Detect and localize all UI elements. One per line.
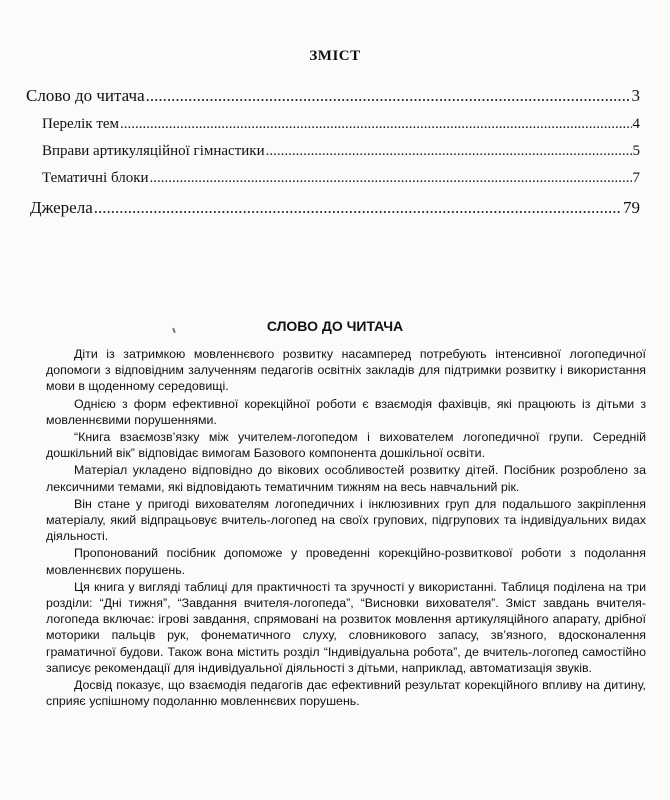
paragraph: Ця книга у вигляді таблиці для практичності та зручності у використанні. Таблиця поділена на три розділи: “Дні тижня”, “Завдання вчителя-логопеда”, “Висновки вихователя”. Зміст завдань вчителя-логопеда включає: ігрові завдання, спрямовані на розвиток мовлення артикуляційного апарату, дрібної моторики пальців рук, фонематичного слуху, словникового запасу, зв’язного, вдосконалення граматичної будови. Також вона містить розділ “Індивідуальна робота”, де вчитель-логопед самостійно записує рекомендації для індивідуальної діяльності з дітьми, наприклад, автоматизація звуків. <box>46 579 646 675</box>
toc-entry-label: Перелік тем <box>42 116 120 132</box>
toc-entry-page: 7 <box>632 170 640 186</box>
toc-entry-label: Вправи артикуляційної гімнастики <box>42 143 265 159</box>
paragraph: Він стане у пригоді вихователям логопедичних і інклюзивних груп для подальшого закріплення матеріалу, який відпрацьовує вчитель-логопед на своїх групових, підгрупових та індивідуальних видах діяльності. <box>46 496 646 544</box>
toc-entry-label: Джерела <box>30 198 93 217</box>
intro-body <box>46 346 646 710</box>
paragraph: Однією з форм ефективної корекційної роботи є взаємодія фахівців, які працюють із дітьми з мовленнєвими порушеннями. <box>46 396 646 427</box>
toc-entry-page: 4 <box>632 116 640 132</box>
section-title: СЛОВО ДО ЧИТАЧА <box>266 318 404 334</box>
toc-leader-dots <box>120 116 631 133</box>
paragraph: Діти із затримкою мовленнєвого розвитку насамперед потребують інтенсивної логопедичної допомоги з відповідним залученням педагогів освітніх закладів для підтримки розвитку і використання мови в щоденному середовищі. <box>46 347 646 394</box>
toc-entry-page: 79 <box>623 198 640 217</box>
toc-entry-page: 5 <box>632 143 640 159</box>
toc-leader-dots <box>266 143 632 160</box>
toc-entry <box>42 170 640 187</box>
toc-title: ЗМІСТ <box>309 48 361 64</box>
paragraph: Досвід показує, що взаємодія педагогів дає ефективний результат корекційного впливу на дитину, сприяє успішному подоланню мовленнєвих порушень. <box>46 678 646 709</box>
toc-entry <box>26 86 640 106</box>
toc-entry <box>42 143 640 160</box>
toc-leader-dots <box>150 170 632 187</box>
toc-entry-label: Тематичні блоки <box>42 170 149 186</box>
paragraph: “Книга взаємозв’язку між учителем-логопедом і вихователем логопедичної групи. Середній дошкільний вік” відповідає вимогам Базового компонента дошкільної освіти. <box>46 430 646 461</box>
toc-entry-page: 3 <box>631 86 640 105</box>
toc-leader-dots <box>94 198 622 218</box>
paragraph: Матеріал укладено відповідно до вікових особливостей розвитку дітей. Посібник розроблено за лексичними темами, які відповідають тематичним тижням на весь навчальний рік. <box>46 463 646 494</box>
toc-entry-label: Слово до читача <box>26 86 145 105</box>
paragraph: Пропонований посібник допоможе у проведенні корекційно-розвиткової роботи з подолання мовленнєвих порушень. <box>46 546 646 577</box>
toc-leader-dots <box>146 86 631 106</box>
toc-entry <box>30 198 640 218</box>
toc-entry <box>42 116 640 133</box>
